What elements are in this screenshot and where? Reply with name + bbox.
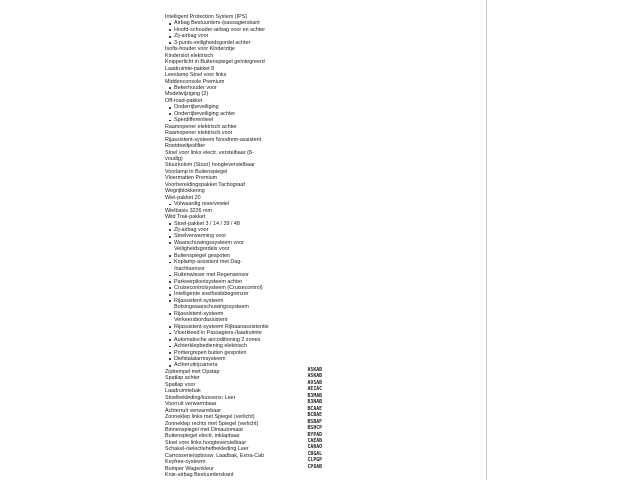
list-item: Rijassistent-systeem Noodrem-assistent bbox=[165, 136, 262, 143]
list-item: Stoel voor links hoogteverstelbaar bbox=[165, 439, 247, 446]
list-item: Stuurkolom (Stuur) hoogteverstelbaar bbox=[165, 162, 255, 169]
list-subitem: Sperdifferentieel bbox=[165, 117, 335, 123]
option-code: CP8AB bbox=[307, 464, 322, 470]
list-subitem: Intelligente snelheidsbegrenzer bbox=[165, 291, 335, 297]
list-subitem: Airbag Bestuurders-/passagierskant bbox=[165, 20, 335, 26]
list-subitem: Automatische aircoditioning 2 zones bbox=[165, 337, 335, 343]
list-item: Laadruimtebak bbox=[165, 388, 201, 395]
list-subitem: Onderrijbeveiliging achter bbox=[165, 111, 335, 117]
list-subitem: 3-punts-veiligheidsgordel achter bbox=[165, 40, 335, 46]
list-item: Leeslamp Stoel voor links bbox=[165, 72, 227, 79]
list-subitem: Cruisecontrolsysteem (Cruisecontrol) bbox=[165, 285, 335, 291]
list-item: Voorbereidingspakket Tachograaf bbox=[165, 181, 245, 188]
list-item: Knie-airbag Bestuurderskant bbox=[165, 472, 234, 479]
list-item: Kinderslot elektrisch bbox=[165, 52, 214, 59]
list-item: Wielbasis 3226 mm bbox=[165, 207, 213, 214]
list-item: Roetdeeltjesfilter bbox=[165, 143, 206, 150]
list-subitem: Vloerkleed in Passagiers-/laadruimte bbox=[165, 330, 335, 336]
list-item: Intelligent Protection System (IPS) bbox=[165, 14, 248, 20]
list-subitem: Botsingwaarschuwingssysteem bbox=[174, 304, 249, 311]
list-item: Carrosserie/opbouw: Laadbak, Extra-Cab bbox=[165, 452, 265, 459]
list-item: Laadruimte-pakket 8 bbox=[165, 65, 215, 72]
list-subitem: Veiligheidsgordels voor bbox=[174, 246, 230, 253]
option-code: AEIAC bbox=[307, 387, 322, 393]
list-item: Wild Trak-pakket bbox=[165, 214, 206, 221]
option-code: BSBAF bbox=[307, 419, 322, 425]
list-subitem: Ruitenwisser met Regensensor bbox=[165, 272, 335, 278]
list-subitem: Hoofd-schouder-airbag voor en achter bbox=[165, 27, 335, 33]
list-item: Off-road-pakket bbox=[165, 97, 203, 104]
option-code: B3NAB bbox=[307, 400, 322, 406]
option-code: BCBAE bbox=[307, 413, 322, 419]
list-item: Spatlap voor bbox=[165, 381, 196, 388]
list-item: Stoel voor links electr. verstelbaar (8- bbox=[165, 149, 254, 156]
list-item: Stoelbekleding/kussens: Leer bbox=[165, 394, 236, 401]
list-subitem: /nachtsensor bbox=[174, 265, 205, 272]
option-code: BSHCP bbox=[307, 426, 322, 432]
list-subitem: Volwaardig reservewiel bbox=[165, 201, 335, 207]
list-item: voudig) bbox=[165, 155, 183, 162]
list-item: Buitenspiegel electr. inklapbaar bbox=[165, 433, 240, 440]
list-item: Wegrijblokkering bbox=[165, 188, 205, 195]
list-subitem: Parkeerpilootsysteem achter bbox=[165, 279, 335, 285]
list-subitem: Diefstalalarmsysteem bbox=[165, 356, 335, 362]
list-item: Bumper Wagenkleur bbox=[165, 465, 214, 472]
list-subitem: Zij-airbag voor bbox=[165, 33, 335, 39]
list-item: Isofix-houder voor Kinderzitje bbox=[165, 46, 235, 53]
list-item: Raamopener elektrisch voor bbox=[165, 130, 233, 137]
list-subitem: Waarschuwingssysteem voor bbox=[165, 240, 335, 246]
list-subitem: Achteruitrijcamera bbox=[165, 362, 335, 368]
option-code: CARAO bbox=[307, 445, 322, 451]
list-item: Wiel-pakket 20 bbox=[165, 194, 201, 201]
list-item: Schakel-/selectiehefbekleding Leer bbox=[165, 446, 249, 453]
list-item: Keyfree-systeem bbox=[165, 459, 206, 466]
option-code: CBGAL bbox=[307, 451, 322, 457]
list-subitem: Onderrijbeveiliging bbox=[165, 104, 335, 110]
list-subitem: Buitenspiegel gespoten bbox=[165, 253, 335, 259]
list-subitem: Achterklepbediening elektrisch bbox=[165, 343, 335, 349]
list-subitem: Portiergrepen buiten gespoten bbox=[165, 350, 335, 356]
list-item: Knipperlicht in Buitenspiegel geïntegreerd bbox=[165, 59, 265, 66]
list-subitem: Stoelverwarming voor bbox=[165, 233, 335, 239]
option-code: CAEAB bbox=[307, 438, 322, 444]
list-subitem: Rijassistent-systeem bbox=[165, 311, 335, 317]
option-code: A5KAB bbox=[307, 368, 322, 373]
list-item: Modelwijziging (2) bbox=[165, 91, 209, 98]
option-code: A5KAB bbox=[307, 374, 322, 380]
list-item: Middenconsole Premium bbox=[165, 78, 225, 85]
option-code: BYPAD bbox=[307, 432, 322, 438]
option-code: CLPGP bbox=[307, 458, 322, 464]
option-code: BCAAE bbox=[307, 406, 322, 412]
list-item: Voorlamp in Buitenspiegel bbox=[165, 168, 228, 175]
list-item: Zijdrempel met Opstap bbox=[165, 368, 220, 375]
page-edge bbox=[486, 0, 487, 480]
list-item: Zonneklep rechts met Spiegel (verlicht) bbox=[165, 420, 259, 427]
list-item: Raamopener elektrisch achter bbox=[165, 123, 237, 130]
list-subitem: Zij-airbag voor bbox=[165, 227, 335, 233]
list-subitem: Bekerhouder voor bbox=[165, 85, 335, 91]
list-subitem: Koplamp-assistent met Dag- bbox=[165, 259, 335, 265]
list-item: Achterruit verwarmbaar bbox=[165, 407, 222, 414]
list-item: Spatlap achter bbox=[165, 375, 200, 382]
list-subitem: Verkeersbordassistent bbox=[174, 317, 228, 324]
list-subitem: Rijassistent-systeem bbox=[165, 298, 335, 304]
list-subitem: Stoel-pakket 3 / 14 / 39 / 48 bbox=[165, 221, 335, 227]
list-item: Zonneklep links met Spiegel (verlicht) bbox=[165, 414, 255, 421]
option-code: B3MAB bbox=[307, 393, 322, 399]
option-code: A9SAB bbox=[307, 380, 322, 386]
list-item: Vloermatten Premium bbox=[165, 175, 218, 182]
list-item: Voorruit verwarmbaar bbox=[165, 401, 217, 408]
option-code-column bbox=[296, 368, 322, 471]
list-item: Binnenspiegel met Dimautomaat bbox=[165, 427, 243, 433]
list-subitem: Rijassistent-systeem Rijbaanassistentie bbox=[165, 324, 335, 330]
